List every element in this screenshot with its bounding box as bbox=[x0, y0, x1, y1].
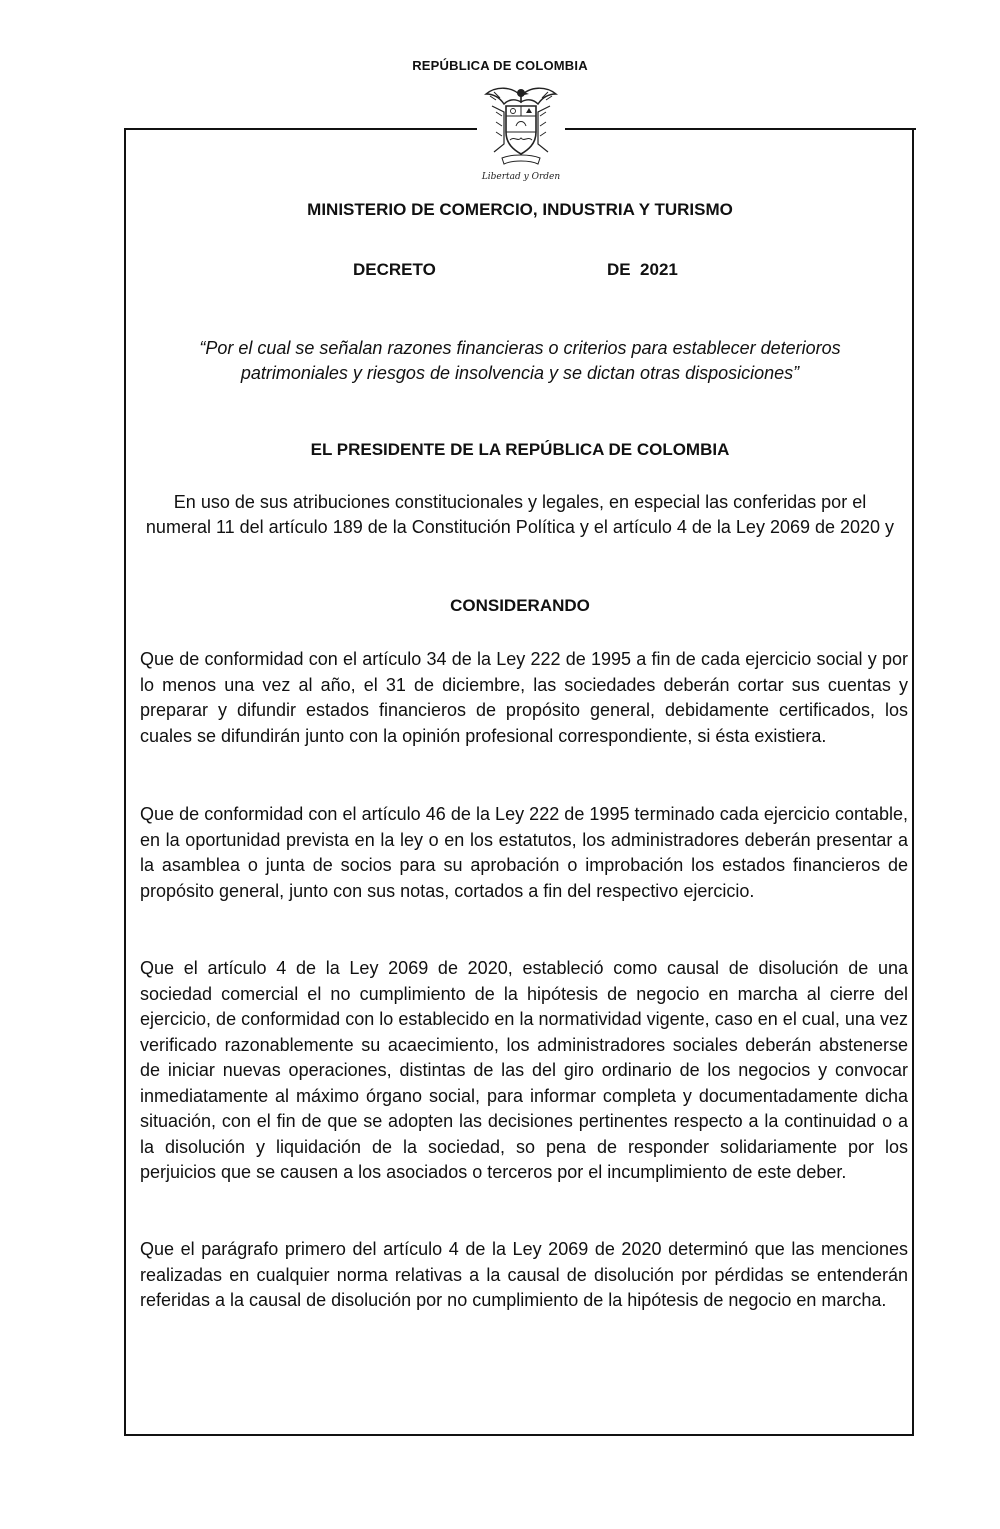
frame-top-left-rule bbox=[124, 128, 477, 130]
country-header: REPÚBLICA DE COLOMBIA bbox=[412, 58, 588, 73]
decree-subtitle: “Por el cual se señalan razones financieras o criterios para establecer deterioros patrimoniales y riesgos de insolvencia y se dictan otras disposiciones” bbox=[199, 338, 841, 383]
considering-heading: CONSIDERANDO bbox=[450, 596, 590, 615]
considering-paragraph: Que de conformidad con el artículo 46 de la Ley 222 de 1995 terminado cada ejercicio contable, en la oportunidad prevista en la ley o en los estatutos, los administradores deberán presentar a la asamblea o junta de socios para su aprobación o improbación los estados financieros de propósito general, junto con sus notas, cortados a fin del respectivo ejercicio. bbox=[140, 804, 908, 901]
considering-paragraph: Que de conformidad con el artículo 34 de la Ley 222 de 1995 a fin de cada ejercicio social y por lo menos una vez al año, el 31 de diciembre, las sociedades deberán cortar sus cuentas y preparar y difundir estados financieros de propósito general, debidamente certificados, los cuales se difundirán junto con la opinión profesional correspondiente, si ésta existiera. bbox=[140, 649, 908, 746]
president-heading: EL PRESIDENTE DE LA REPÚBLICA DE COLOMBIA bbox=[310, 440, 730, 459]
considering-paragraph: Que el artículo 4 de la Ley 2069 de 2020, estableció como causal de disolución de una sociedad comercial el no cumplimiento de la hipótesis de negocio en marcha al cierre del ejercicio, de conformidad con lo establecido en la normatividad vigente, caso en el cual, una vez verificado razonablemente su acaecimiento, los administradores sociales deberán abstenerse de iniciar nuevas operaciones, distintas de las del giro ordinario de los negocios y convocar inmediatamente al máximo órgano social, para informar completa y documentadamente dicha situación, con el fin de que se adopten las decisiones pertinentes respecto a la continuidad o a la disolución y liquidación de la sociedad, so pena de responder solidariamente por los perjuicios que se causen a los asociados o terceros por el incumplimiento de este deber. bbox=[140, 958, 908, 1182]
frame-top-right-rule bbox=[565, 128, 916, 130]
decree-label: DECRETO bbox=[353, 260, 436, 279]
colombia-coat-of-arms-icon bbox=[474, 82, 568, 170]
coat-of-arms-seal bbox=[474, 82, 568, 182]
powers-paragraph: En uso de sus atribuciones constitucionales y legales, en especial las conferidas por el numeral 11 del artículo 189 de la Constitución Política y el artículo 4 de la Ley 2069 de 2020 y bbox=[145, 492, 895, 537]
decree-year: DE 2021 bbox=[607, 260, 678, 279]
seal-motto: Libertad y Orden bbox=[481, 172, 561, 182]
considering-paragraph: Que el parágrafo primero del artículo 4 de la Ley 2069 de 2020 determinó que las menciones realizadas en cualquier norma relativas a la causal de disolución por pérdidas se entenderán referidas a la causal de disolución por no cumplimiento de la hipótesis de negocio en marcha. bbox=[140, 1239, 908, 1310]
ministry-title: MINISTERIO DE COMERCIO, INDUSTRIA Y TURISMO bbox=[307, 200, 733, 219]
